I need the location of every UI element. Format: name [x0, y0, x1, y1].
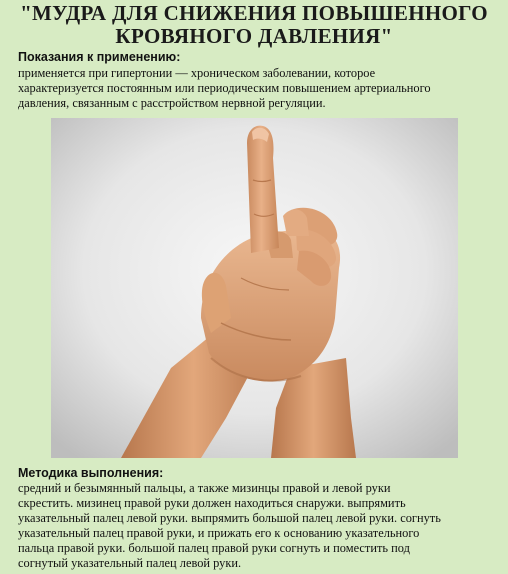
indications-line: характеризуется постоянным или периодическим повышением артериального — [18, 81, 431, 95]
title-line-1: "МУДРА ДЛЯ СНИЖЕНИЯ ПОВЫШЕННОГО — [20, 1, 488, 25]
indications-text — [18, 66, 488, 111]
method-line: согнутый указательный палец левой руки. — [18, 556, 242, 570]
method-line: пальца правой руки. большой палец правой руки согнуть и поместить под — [18, 541, 410, 555]
method-line: скрестить. мизинец правой руки должен находиться снаружи. выпрямить — [18, 496, 406, 510]
method-heading: Методика выполнения: — [18, 466, 164, 480]
method-line: указательный палец левой руки. выпрямить большой палец левой руки. согнуть — [18, 511, 441, 525]
indications-line: применяется при гипертонии — хроническом заболевании, которое — [18, 66, 376, 80]
method-line: средний и безымянный пальцы, а также мизинцы правой и левой руки — [18, 481, 391, 495]
method-line: указательный палец правой руки, и прижать его к основанию указательного — [18, 526, 420, 540]
page-title — [0, 2, 508, 48]
title-line-2: КРОВЯНОГО ДАВЛЕНИЯ" — [115, 24, 393, 48]
method-text — [18, 481, 488, 571]
indications-heading: Показания к применению: — [18, 50, 181, 64]
mudra-hands-photo — [51, 118, 458, 458]
indications-line: давления, связанным с расстройством нервной регуляции. — [18, 96, 326, 110]
hands-illustration — [51, 118, 458, 458]
